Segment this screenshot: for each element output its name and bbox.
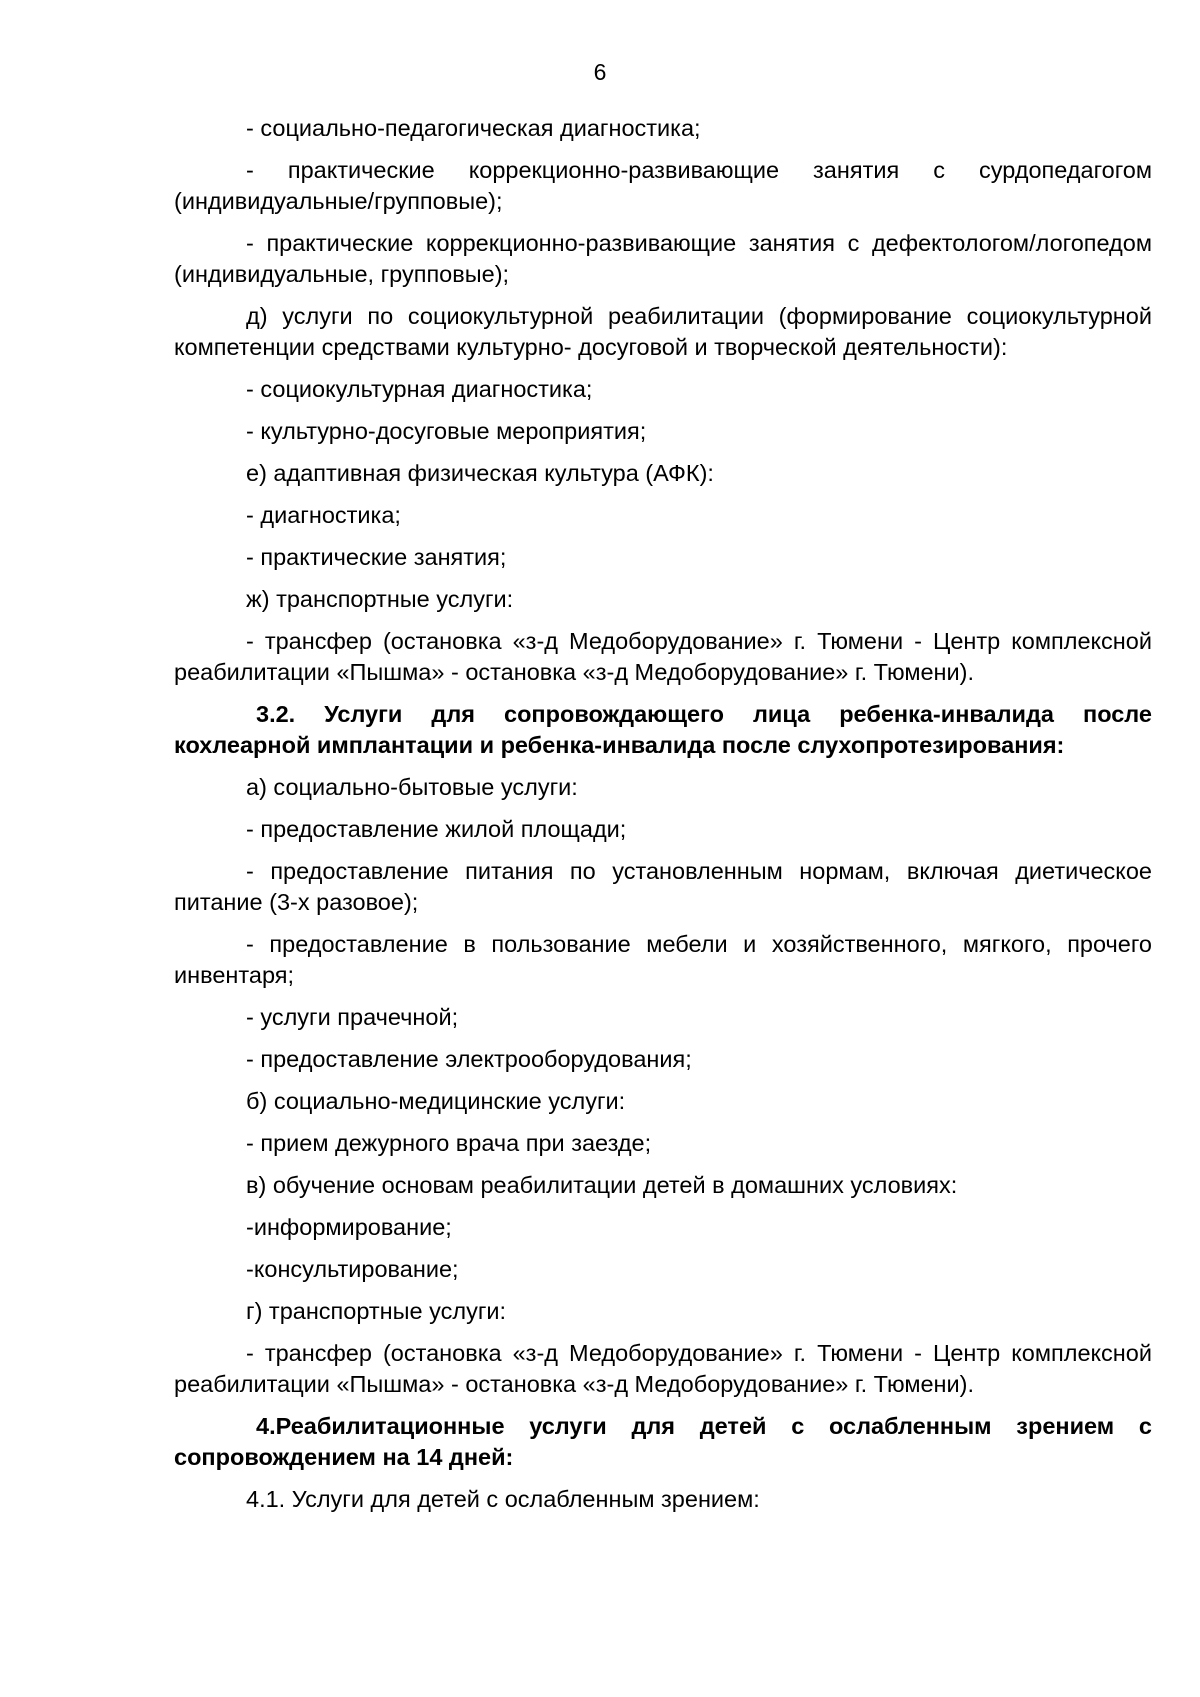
document-paragraph: 4.1. Услуги для детей с ослабленным зрением: xyxy=(246,1486,760,1512)
section-heading: 3.2. Услуги для сопровождающего лица ребенка-инвалида после кохлеарной имплантации и ребенка-инвалида после слухопротезирования: xyxy=(174,701,1152,758)
page-number: 6 xyxy=(593,59,607,85)
document-paragraph: - социально-педагогическая диагностика; xyxy=(246,115,701,141)
document-paragraph: - культурно-досуговые мероприятия; xyxy=(246,418,647,444)
document-paragraph: а) социально-бытовые услуги: xyxy=(246,774,578,800)
document-paragraph: - предоставление электрооборудования; xyxy=(246,1046,692,1072)
document-paragraph: -информирование; xyxy=(246,1214,452,1240)
document-paragraph: - диагностика; xyxy=(246,502,401,528)
document-paragraph: - практические занятия; xyxy=(246,544,507,570)
document-paragraph: - социокультурная диагностика; xyxy=(246,376,593,402)
document-paragraph: - предоставление в пользование мебели и хозяйственного, мягкого, прочего инвентаря; xyxy=(174,931,1152,988)
document-paragraph: ж) транспортные услуги: xyxy=(246,586,514,612)
document-body xyxy=(174,113,1152,1526)
section-heading: 4.Реабилитационные услуги для детей с ослабленным зрением с сопровождением на 14 дней: xyxy=(174,1413,1152,1470)
document-paragraph: - услуги прачечной; xyxy=(246,1004,459,1030)
document-paragraph: - предоставление жилой площади; xyxy=(246,816,627,842)
document-paragraph: е) адаптивная физическая культура (АФК): xyxy=(246,460,714,486)
document-paragraph: - практические коррекционно-развивающие занятия с дефектологом/логопедом (индивидуальные, групповые); xyxy=(174,230,1152,287)
document-paragraph: - трансфер (остановка «з-д Медоборудование» г. Тюмени - Центр комплексной реабилитации «Пышма» - остановка «з-д Медоборудование» г. Тюмени). xyxy=(174,1340,1152,1397)
document-paragraph: - предоставление питания по установленным нормам, включая диетическое питание (3-х разовое); xyxy=(174,858,1152,915)
document-paragraph: - практические коррекционно-развивающие занятия с сурдопедагогом (индивидуальные/групповые); xyxy=(174,157,1152,214)
document-paragraph: г) транспортные услуги: xyxy=(246,1298,507,1324)
document-paragraph: - трансфер (остановка «з-д Медоборудование» г. Тюмени - Центр комплексной реабилитации «Пышма» - остановка «з-д Медоборудование» г. Тюмени). xyxy=(174,628,1152,685)
document-paragraph: - прием дежурного врача при заезде; xyxy=(246,1130,652,1156)
document-paragraph: -консультирование; xyxy=(246,1256,459,1282)
document-paragraph: д) услуги по социокультурной реабилитации (формирование социокультурной компетенции средствами культурно- досуговой и творческой деятельности): xyxy=(174,303,1152,360)
document-paragraph: в) обучение основам реабилитации детей в домашних условиях: xyxy=(246,1172,958,1198)
document-paragraph: б) социально-медицинские услуги: xyxy=(246,1088,626,1114)
